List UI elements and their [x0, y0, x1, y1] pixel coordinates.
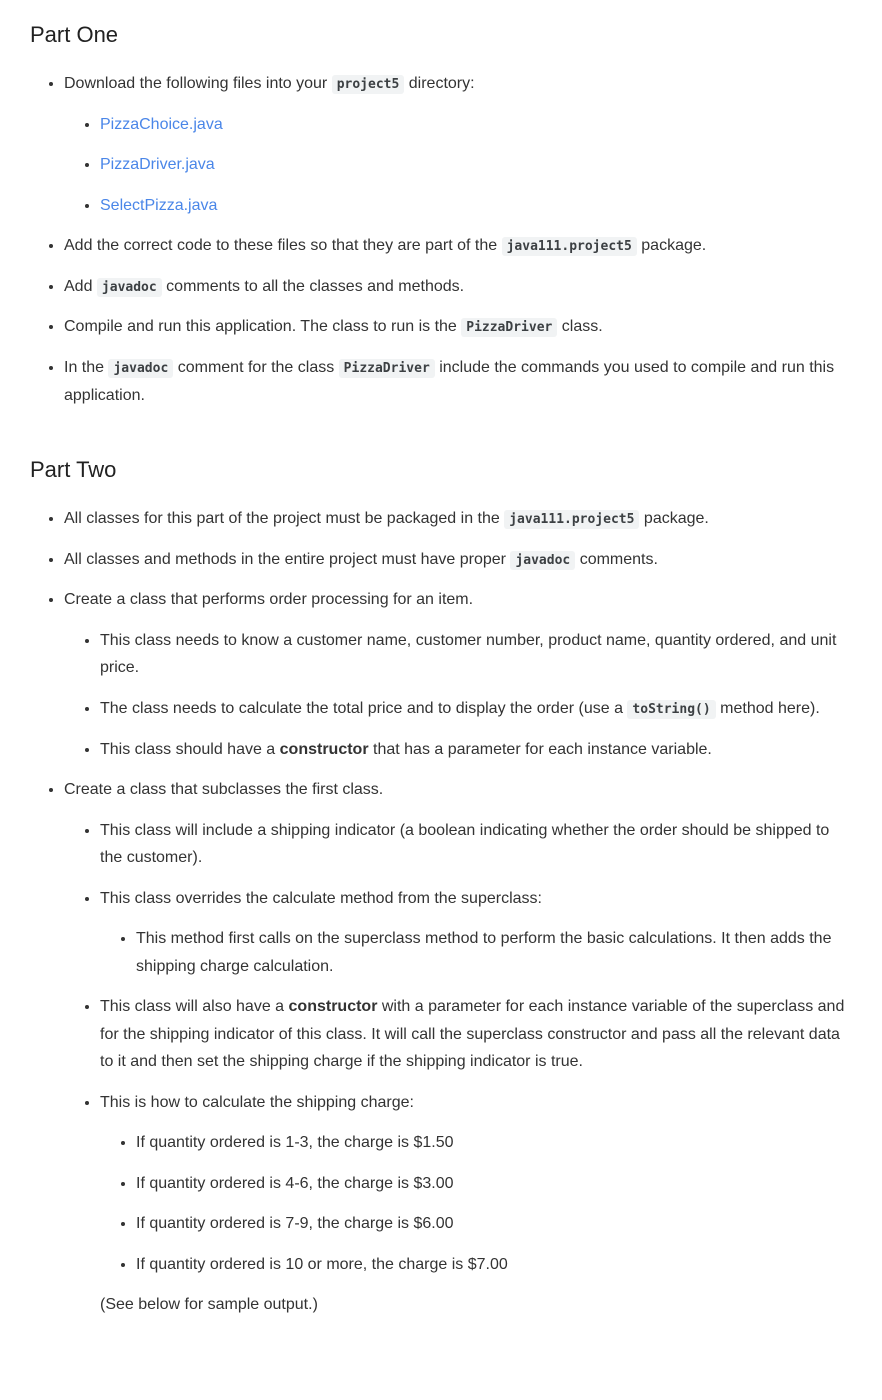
list-item [100, 817, 852, 872]
item-text: directory: [404, 75, 475, 93]
list-item [100, 993, 852, 1076]
override-sublist [100, 925, 852, 980]
list-item [100, 695, 852, 723]
list-item-compile-run [64, 313, 852, 341]
inline-code: PizzaDriver [461, 318, 557, 337]
list-item [136, 1170, 852, 1198]
pizzadriver-java-link[interactable]: PizzaDriver.java [100, 156, 215, 174]
item-text: All classes for this part of the project must be packaged in the [64, 510, 505, 528]
item-text: In the [64, 359, 109, 376]
item-text: include the commands you used to compile and run this application. [64, 359, 835, 404]
bold-text: constructor [288, 998, 378, 1016]
item-text: This class should have a [100, 740, 280, 758]
item-text: Create a class that performs order processing for an item. [64, 591, 474, 609]
item-text: comments. [575, 550, 658, 568]
list-item-add-javadoc [64, 273, 852, 301]
item-text: This class will include a shipping indicator (a boolean indicating whether the order should be shipped to the customer). [100, 821, 830, 867]
list-item-add-package-code [64, 232, 852, 260]
item-text: If quantity ordered is 10 or more, the charge is $7.00 [136, 1255, 508, 1273]
item-text: that has a parameter for each instance variable. [368, 740, 712, 758]
list-item [100, 111, 852, 139]
item-text: This is how to calculate the shipping charge: [100, 1093, 414, 1111]
item-text: This class will also have a [100, 998, 289, 1016]
item-text: package. [639, 510, 709, 528]
part-two-list [30, 505, 852, 1318]
inline-code: java111.project5 [504, 510, 639, 529]
list-item [100, 192, 852, 220]
item-text: Compile and run this application. The class to run is the [64, 318, 462, 336]
item-text: This class overrides the calculate method from the superclass: [100, 889, 542, 907]
list-item-order-processing-class [64, 586, 852, 763]
item-text: class. [557, 318, 603, 336]
item-text: comment for the class [173, 359, 339, 376]
item-text: If quantity ordered is 7-9, the charge is $6.00 [136, 1215, 454, 1233]
bold-text: constructor [279, 740, 369, 758]
inline-code: javadoc [97, 278, 162, 297]
item-text: package. [636, 237, 707, 255]
item-text: comments to all the classes and methods. [161, 277, 465, 295]
item-text: Add the correct code to these files so that they are part of the [64, 237, 502, 255]
part-one-heading: Part One [30, 22, 119, 47]
list-item [136, 1251, 852, 1279]
list-item [136, 1210, 852, 1238]
item-text: method here). [715, 700, 820, 717]
part-two-heading: Part Two [30, 457, 117, 483]
item-text: This class needs to know a customer name, customer number, product name, quantity ordered, and unit price. [100, 631, 837, 677]
list-item-download-files [64, 70, 852, 219]
file-links-list [64, 111, 852, 220]
list-item [100, 151, 852, 179]
inline-code: java111.project5 [502, 237, 637, 256]
list-item-javadoc-commands [64, 354, 852, 409]
item-text: The class needs to calculate the total price and to display the order (use a [100, 700, 628, 717]
item-text: If quantity ordered is 1-3, the charge is $1.50 [136, 1134, 454, 1152]
item-text: This method first calls on the superclass method to perform the basic calculations. It then adds the shipping charge calculation. [136, 930, 832, 975]
selectpizza-java-link[interactable]: SelectPizza.java [100, 196, 218, 214]
inline-code: toString() [627, 700, 715, 719]
list-item [100, 736, 852, 764]
subclass-sublist [64, 817, 852, 1319]
part-one-list [30, 70, 852, 409]
item-text: Download the following files into your [64, 75, 332, 93]
sample-output-note: (See below for sample output.) [100, 1296, 318, 1314]
item-text: Add [64, 277, 97, 295]
list-item [136, 925, 852, 980]
inline-code: javadoc [108, 359, 173, 378]
item-text: Create a class that subclasses the first class. [64, 781, 384, 799]
list-item [100, 627, 852, 682]
shipping-charge-list [100, 1129, 852, 1278]
pizzachoice-java-link[interactable]: PizzaChoice.java [100, 115, 223, 133]
list-item [100, 885, 852, 981]
item-text: with a parameter for each instance variable of the superclass and for the shipping indicator of this class. It will call the superclass constructor and pass all the relevant data to it and then set the shipping charge if the shipping indicator is true. [100, 998, 845, 1071]
order-class-sublist [64, 627, 852, 763]
inline-code: javadoc [510, 551, 575, 570]
list-item-shipping-charge [100, 1089, 852, 1319]
list-item [136, 1129, 852, 1157]
item-text: All classes and methods in the entire project must have proper [64, 550, 511, 568]
inline-code: project5 [332, 75, 405, 94]
inline-code: PizzaDriver [339, 359, 435, 378]
item-text: If quantity ordered is 4-6, the charge is $3.00 [136, 1174, 454, 1192]
list-item-subclass [64, 776, 852, 1319]
list-item-javadoc-requirement [64, 546, 852, 574]
list-item-package-requirement [64, 505, 852, 533]
